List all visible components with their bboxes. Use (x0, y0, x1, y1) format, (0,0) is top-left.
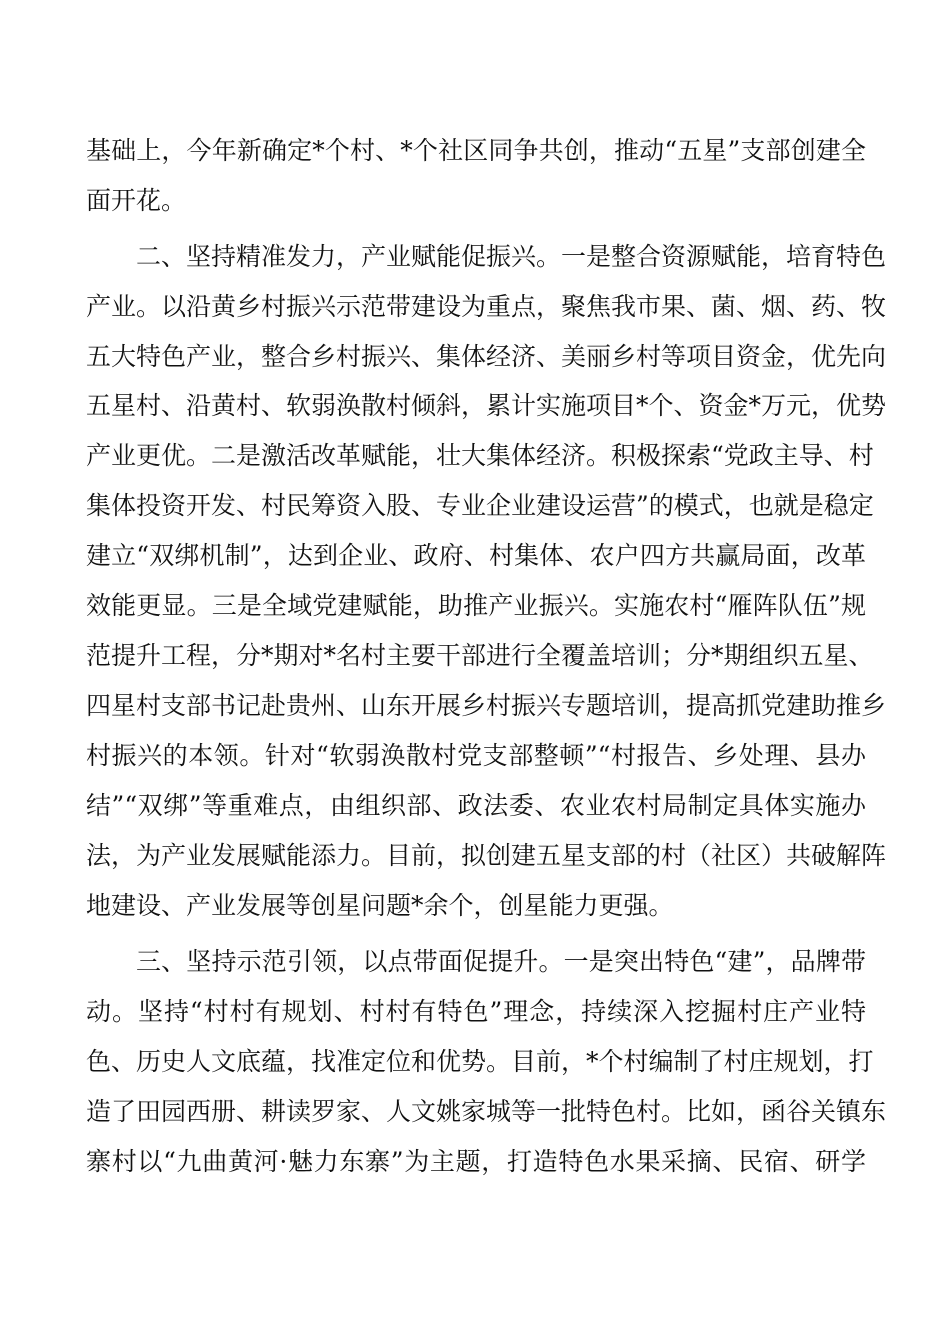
text-line: 产业更优。二是激活改革赋能，壮大集体经济。积极探索“党政主导、村 (86, 441, 874, 470)
text-line: 产业。以沿黄乡村振兴示范带建设为重点，聚焦我市果、菌、烟、药、牧 (86, 292, 887, 321)
text-line: 建立“双绑机制”，达到企业、政府、村集体、农户四方共赢局面，改革 (86, 541, 866, 570)
text-line: 寨村以“九曲黄河·魅力东寨”为主题，打造特色水果采摘、民宿、研学 (86, 1147, 866, 1176)
text-line: 地建设、产业发展等创星问题*余个，创星能力更强。 (86, 891, 674, 920)
text-line: 基础上，今年新确定*个村、*个社区同争共创，推动“五星”支部创建全 (86, 136, 866, 165)
text-line: 动。坚持“村村有规划、村村有特色”理念，持续深入挖掘村庄产业特 (86, 997, 866, 1026)
text-line: 法，为产业发展赋能添力。目前，拟创建五星支部的村（社区）共破解阵 (86, 841, 887, 870)
paragraph-heading-line: 二、坚持精准发力，产业赋能促振兴。一是整合资源赋能，培育特色 (136, 242, 887, 271)
text-line: 造了田园西册、耕读罗家、人文姚家城等一批特色村。比如，函谷关镇东 (86, 1097, 887, 1126)
text-line: 结”“双绑”等重难点，由组织部、政法委、农业农村局制定具体实施办 (86, 791, 866, 820)
text-line: 集体投资开发、村民筹资入股、专业企业建设运营”的模式，也就是稳定 (86, 491, 874, 520)
text-line: 色、历史人文底蕴，找准定位和优势。目前，*个村编制了村庄规划，打 (86, 1047, 874, 1076)
text-line: 范提升工程，分*期对*名村主要干部进行全覆盖培训；分*期组织五星、 (86, 641, 874, 670)
text-line: 五大特色产业，整合乡村振兴、集体经济、美丽乡村等项目资金，优先向 (86, 342, 887, 371)
text-line: 面开花。 (86, 186, 187, 215)
text-line: 效能更显。三是全域党建赋能，助推产业振兴。实施农村“雁阵队伍”规 (86, 591, 866, 620)
text-line: 村振兴的本领。针对“软弱涣散村党支部整顿”“村报告、乡处理、县办 (86, 741, 866, 770)
text-line: 四星村支部书记赴贵州、山东开展乡村振兴专题培训，提高抓党建助推乡 (86, 691, 887, 720)
text-line: 五星村、沿黄村、软弱涣散村倾斜，累计实施项目*个、资金*万元，优势 (86, 391, 887, 420)
paragraph-heading-line: 三、坚持示范引领，以点带面促提升。一是突出特色“建”，品牌带 (136, 947, 866, 976)
